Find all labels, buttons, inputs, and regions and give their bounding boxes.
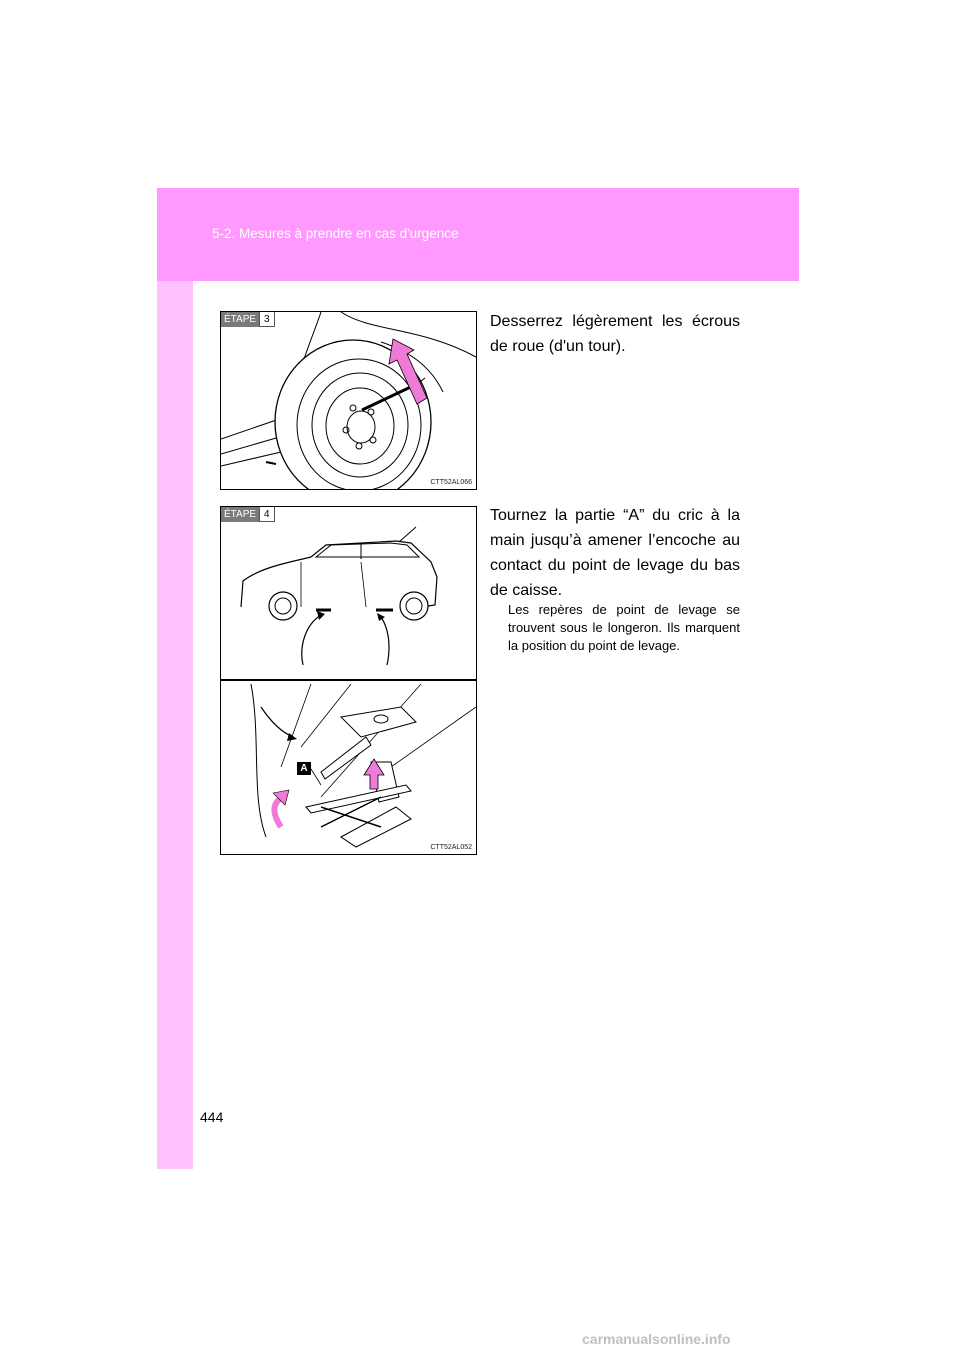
figure-step-3 xyxy=(220,311,477,490)
callout-a: A xyxy=(300,763,308,774)
step-word: ÉTAPE xyxy=(221,312,259,327)
step-number: 3 xyxy=(259,312,275,327)
figure-code: CTT52AL066 xyxy=(430,479,472,486)
step-4-instruction: Tournez la partie “A” du cric à la main jusqu’à amener l’encoche au contact du point de levage du bas de caisse. xyxy=(490,507,740,599)
step-4-note: Les repères de point de levage se trouvent sous le longeron. Ils marquent la position du point de levage. xyxy=(508,602,740,653)
page-number: 444 xyxy=(200,1109,224,1125)
car-jack-illustration xyxy=(221,507,476,854)
side-strip xyxy=(157,281,193,1169)
step-number: 4 xyxy=(259,507,275,522)
figure-code: CTT52AL052 xyxy=(430,844,472,851)
step-3-instruction: Desserrez légèrement les écrous de roue (d'un tour). xyxy=(490,313,740,355)
step-word: ÉTAPE xyxy=(221,507,259,522)
wheel-wrench-illustration xyxy=(221,312,476,489)
step-3-label xyxy=(221,312,275,327)
figure-step-4 xyxy=(220,506,477,855)
section-title: 5-2. Mesures à prendre en cas d'urgence xyxy=(212,226,459,241)
step-4-label xyxy=(221,507,275,522)
footer-watermark: carmanualsonline.info xyxy=(582,1331,731,1347)
